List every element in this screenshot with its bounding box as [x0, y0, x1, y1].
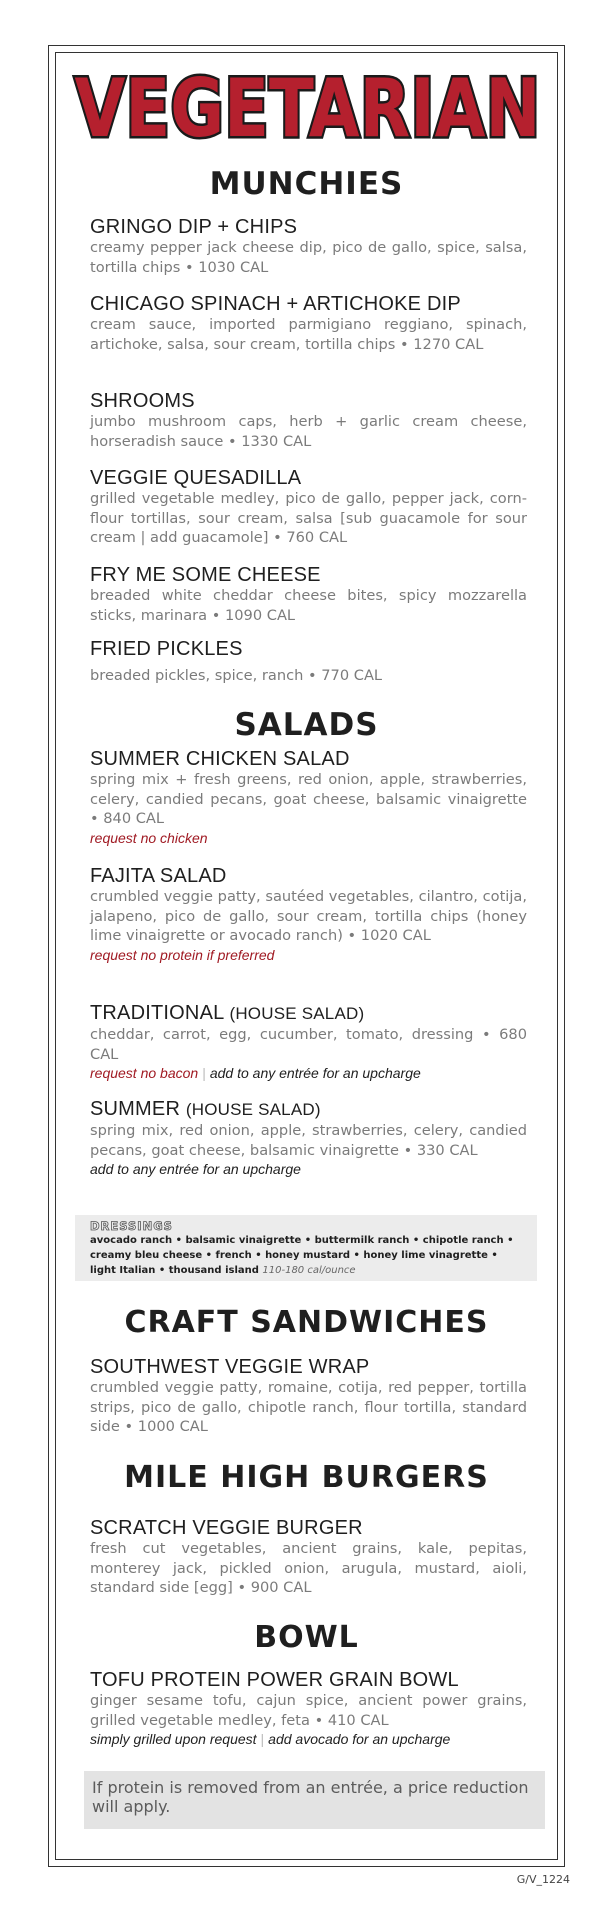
menu-item [90, 293, 527, 354]
item-description: creamy pepper jack cheese dip, pico de gallo, spice, salsa, tortilla chips • 1030 CAL [90, 239, 527, 276]
item-name: FRY ME SOME CHEESE [90, 564, 321, 586]
section-heading-burgers: MILE HIGH BURGERS [124, 1460, 489, 1495]
item-note [90, 1064, 527, 1083]
item-description: crumbled veggie patty, sautéed vegetables, cilantro, cotija, jalapeno, pico de gallo, sour cream, tortilla chips (honey lime vinaigrette or avocado ranch) • 1020 CAL [90, 888, 527, 944]
item-name: SCRATCH VEGGIE BURGER [90, 1517, 363, 1539]
note-separator: | [202, 1065, 206, 1081]
dressings-items: avocado ranch • balsamic vinaigrette • buttermilk ranch • chipotle ranch • creamy bleu cheese • french • honey mustard • honey lime vinagrette • light Italian • thousand island [90, 1235, 514, 1276]
item-name: FRIED PICKLES [90, 638, 243, 660]
item-name: SHROOMS [90, 390, 195, 412]
item-description: cheddar, carrot, egg, cucumber, tomato, dressing • 680 CAL [90, 1026, 527, 1063]
item-name: VEGGIE QUESADILLA [90, 467, 302, 489]
menu-title-text: VEGETARIAN [74, 62, 541, 155]
item-description: spring mix + fresh greens, red onion, apple, strawberries, celery, candied pecans, goat cheese, balsamic vinaigrette • 840 CAL [90, 771, 527, 827]
note-black: simply grilled upon request [90, 1731, 257, 1747]
section-heading-munchies: MUNCHIES [209, 166, 404, 202]
price-reduction-notice: If protein is removed from an entrée, a price reduction will apply. [84, 1771, 545, 1829]
item-description: fresh cut vegetables, ancient grains, kale, pepitas, monterey jack, pickled onion, arugula, mustard, aioli, standard side [egg] • 900 CAL [90, 1540, 527, 1596]
menu-code: G/V_1224 [516, 1873, 570, 1886]
item-name-main: TRADITIONAL [90, 1002, 224, 1024]
item-name-main: SUMMER [90, 1098, 181, 1120]
note-red: request no bacon [90, 1065, 199, 1081]
dressings-list [90, 1233, 523, 1278]
item-name-sub: (HOUSE SALAD) [229, 1004, 365, 1023]
menu-item [90, 216, 527, 277]
menu-item [90, 1669, 527, 1749]
note-black: add avocado for an upcharge [268, 1731, 451, 1747]
item-note [90, 946, 527, 965]
item-name [90, 1098, 527, 1121]
menu-item [90, 748, 527, 848]
note-black: add to any entrée for an upcharge [209, 1065, 421, 1081]
menu-item [90, 390, 527, 451]
dressings-box [75, 1215, 537, 1281]
menu-item [90, 1356, 527, 1437]
item-name: FAJITA SALAD [90, 865, 227, 887]
section-heading-sandwiches: CRAFT SANDWICHES [124, 1305, 489, 1340]
item-note [90, 1730, 527, 1749]
menu-item [90, 467, 527, 548]
item-description: breaded white cheddar cheese bites, spicy mozzarella sticks, marinara • 1090 CAL [90, 587, 527, 624]
item-note [90, 1160, 527, 1179]
menu-item [90, 564, 527, 625]
note-red: request no chicken [90, 829, 208, 846]
item-description: spring mix, red onion, apple, strawberries, celery, candied pecans, goat cheese, balsamic vinaigrette • 330 CAL [90, 1122, 527, 1159]
item-description: crumbled veggie patty, romaine, cotija, red pepper, tortilla strips, pico de gallo, chipotle ranch, flour tortilla, standard side • 1000 CAL [90, 1379, 527, 1435]
note-red: request no protein if preferred [90, 946, 275, 963]
item-name: SOUTHWEST VEGGIE WRAP [90, 1356, 370, 1378]
note-black: add to any entrée for an upcharge [90, 1161, 301, 1177]
section-heading-salads: SALADS [234, 707, 379, 743]
item-name: TOFU PROTEIN POWER GRAIN BOWL [90, 1669, 459, 1691]
dressings-title: DRESSINGS [90, 1219, 173, 1233]
item-name: GRINGO DIP + CHIPS [90, 216, 298, 238]
menu-title [70, 62, 545, 155]
menu-item [90, 1517, 527, 1598]
dressings-calories: 110-180 cal/ounce [262, 1265, 356, 1276]
item-name-sub: (HOUSE SALAD) [185, 1100, 321, 1119]
menu-item [90, 1098, 527, 1179]
item-description: cream sauce, imported parmigiano reggiano, spinach, artichoke, salsa, sour cream, tortilla chips • 1270 CAL [90, 316, 527, 353]
note-separator: | [260, 1731, 265, 1747]
item-description: jumbo mushroom caps, herb + garlic cream cheese, horseradish sauce • 1330 CAL [90, 413, 527, 450]
item-description: grilled vegetable medley, pico de gallo, pepper jack, corn-flour tortillas, sour cream, salsa [sub guacamole for sour cream | add guacamole] • 760 CAL [90, 490, 527, 546]
item-name: SUMMER CHICKEN SALAD [90, 748, 350, 770]
menu-item [90, 865, 527, 965]
item-name: CHICAGO SPINACH + ARTICHOKE DIP [90, 293, 461, 315]
menu-item [90, 638, 527, 686]
menu-item [90, 1002, 527, 1083]
item-description: ginger sesame tofu, cajun spice, ancient power grains, grilled vegetable medley, feta • 410 CAL [90, 1692, 527, 1729]
item-name [90, 1002, 527, 1025]
item-note [90, 829, 527, 848]
item-description: breaded pickles, spice, ranch • 770 CAL [90, 667, 383, 684]
section-heading-bowl: BOWL [254, 1620, 359, 1655]
